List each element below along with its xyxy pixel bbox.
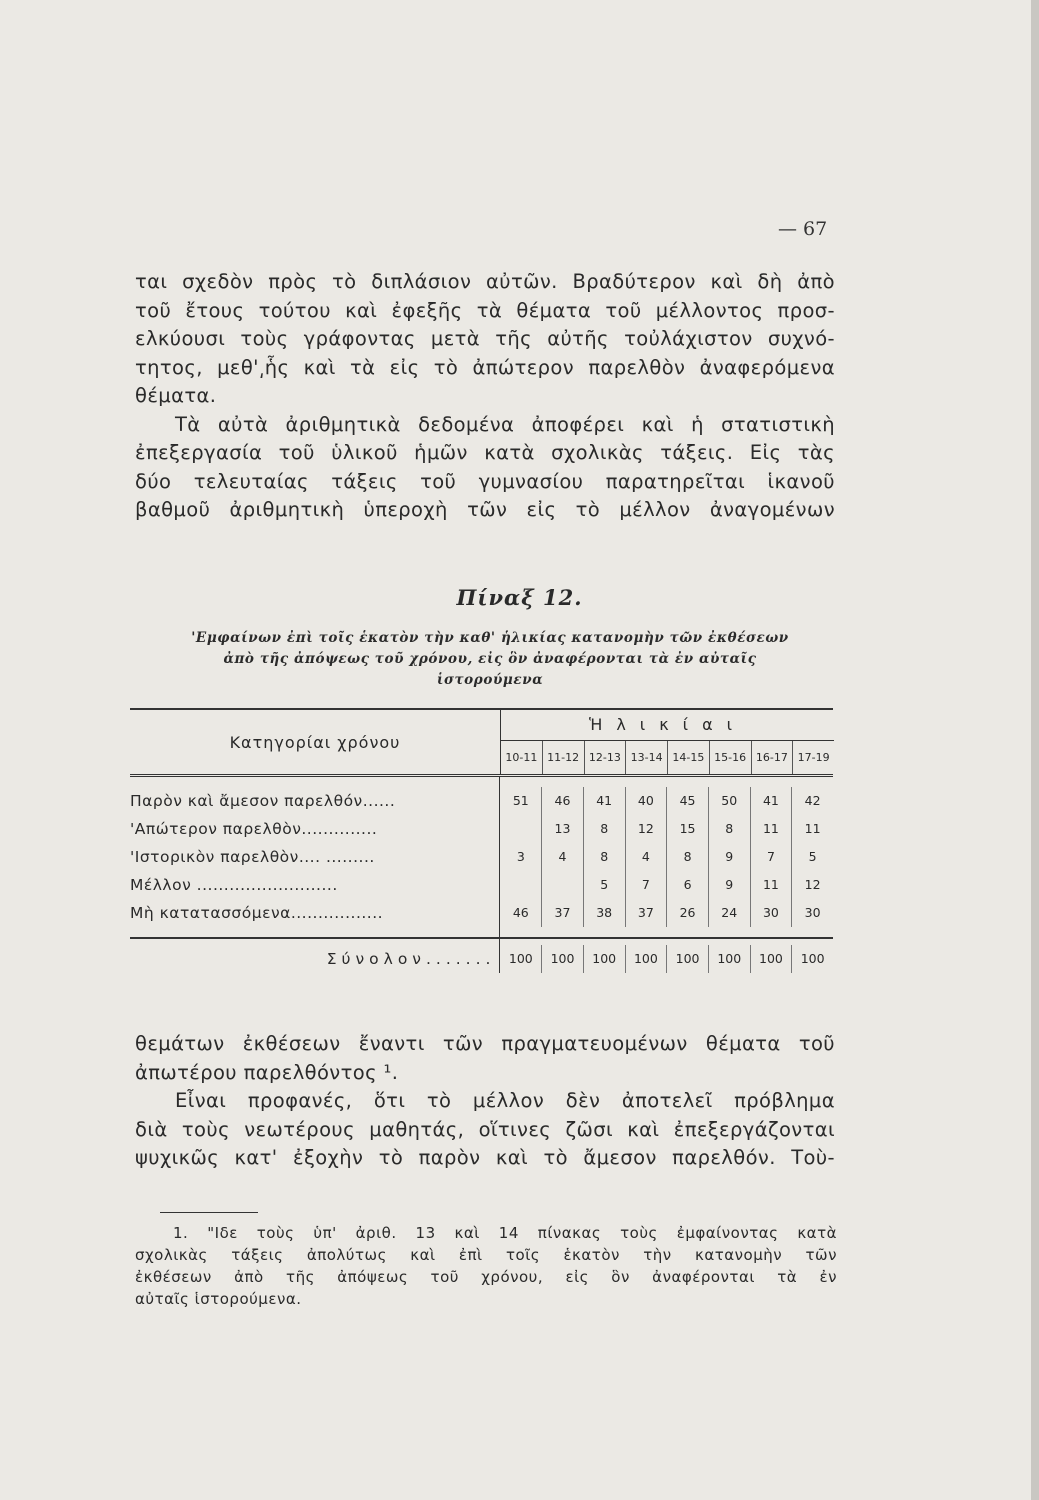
table-cell: 38: [583, 899, 625, 927]
footnote-line: 1. "Ιδε τοὺς ὑπ' ἀριθ. 13 καὶ 14 πίνακας τοὺς ἐμφαίνοντας κατὰ: [173, 1224, 837, 1242]
text-line: διὰ τοὺς νεωτέρους μαθητάς, οἵτινες ζῶσι καὶ ἐπεξεργάζονται: [135, 1117, 835, 1141]
table-cell: 12: [625, 815, 667, 843]
text-line: ἐπεξεργασία τοῦ ὑλικοῦ ἡμῶν κατὰ σχολικὰς τάξεις. Εἰς τὰς: [135, 441, 835, 464]
text-line: ψυχικῶς κατ' ἐξοχὴν τὸ παρὸν καὶ τὸ ἄμεσον παρελθόν. Τοὺ-: [135, 1146, 835, 1169]
table-cell: 8: [708, 815, 750, 843]
age-group-header: 17-19: [792, 741, 834, 774]
age-group-header: 11-12: [542, 741, 584, 774]
paragraph-2: [135, 411, 835, 525]
page-number: — 67: [778, 218, 828, 240]
row-label: 'Απώτερον παρελθὸν..............: [130, 820, 378, 838]
row-values: [499, 843, 833, 871]
text-line: δύο τελευταίας τάξεις τοῦ γυμνασίου παρατηρεῖται ἱκανοῦ: [135, 469, 835, 493]
table-row: [130, 843, 833, 871]
table-cell: 4: [541, 843, 583, 871]
table-cell: 37: [541, 899, 583, 927]
table-total: [130, 939, 833, 973]
table-cell: [541, 871, 583, 899]
caption-line: ἀπὸ τῆς ἀπόψεως τοῦ χρόνου, εἰς ὃν ἀναφέρονται τὰ ἐν αὐταῖς: [223, 651, 757, 667]
table-cell: 30: [750, 899, 792, 927]
table-cell: 4: [625, 843, 667, 871]
table-cell: 3: [516, 849, 525, 864]
table-cell: 8: [666, 843, 708, 871]
table-cell: 46: [512, 905, 529, 920]
row-values: [499, 899, 833, 927]
caption-line: 'Εμφαίνων ἐπὶ τοῖς ἑκατὸν τὴν καθ' ἡλικίας κατανομὴν τῶν ἐκθέσεων: [191, 630, 789, 646]
age-header-block: [500, 710, 834, 774]
table-header: [130, 710, 833, 774]
age-group-header: 15-16: [709, 741, 751, 774]
text-line: θεμάτων ἐκθέσεων ἔναντι τῶν πραγματευομένων θέματα τοῦ: [135, 1032, 835, 1055]
table-body-pad: [130, 777, 833, 787]
age-group-header: 13-14: [625, 741, 667, 774]
footnote: [135, 1222, 837, 1310]
age-group-header: 14-15: [667, 741, 709, 774]
row-label: Παρὸν καὶ ἄμεσον παρελθόν......: [130, 792, 396, 810]
footnote-line: σχολικὰς τάξεις ἀπολύτως καὶ ἐπὶ τοῖς ἑκατὸν τὴν κατανομὴν τῶν: [135, 1246, 837, 1264]
table-cell: 5: [791, 843, 833, 871]
page-edge: [1031, 0, 1039, 1500]
total-cell: 100: [625, 945, 667, 973]
table-cell: 9: [708, 871, 750, 899]
row-values: [499, 787, 833, 815]
table-cell: 40: [625, 787, 667, 815]
age-groups: [501, 741, 834, 774]
text-line: ελκύουσι τοὺς γράφοντας μετὰ τῆς αὐτῆς τοὐλάχιστον συχνό-: [135, 327, 835, 350]
table-cell: 51: [512, 793, 529, 808]
footnote-line: ἐκθέσεων ἀπὸ τῆς ἀπόψεως τοῦ χρόνου, εἰς ὃν ἀναφέρονται τὰ ἐν: [135, 1268, 837, 1286]
table-cell: 41: [583, 787, 625, 815]
table-cell: 8: [583, 815, 625, 843]
text-line: βαθμοῦ ἀριθμητικὴ ὑπεροχὴ τῶν εἰς τὸ μέλλον ἀναγομένων: [135, 498, 835, 521]
table-cell: [500, 871, 541, 899]
bottom-text: [135, 1030, 835, 1173]
table-cell: 7: [625, 871, 667, 899]
table-body-pad: [130, 927, 833, 937]
row-label: 'Ιστορικὸν παρελθὸν.... .........: [130, 848, 375, 866]
text-line: ἀπωτέρου παρελθόντος ¹.: [135, 1060, 399, 1084]
total-cell: 100: [583, 945, 625, 973]
table-cell: 11: [791, 815, 833, 843]
table-cell: 9: [708, 843, 750, 871]
table-cell: 8: [583, 843, 625, 871]
table-cell: 45: [666, 787, 708, 815]
table-cell: 5: [583, 871, 625, 899]
age-header: Ἡλικίαι: [501, 710, 834, 741]
table-cell: 41: [750, 787, 792, 815]
total-cell: 100: [541, 945, 583, 973]
table-cell: 50: [708, 787, 750, 815]
table-cell: [500, 815, 541, 843]
total-cell: 100: [666, 945, 708, 973]
table-cell: 6: [666, 871, 708, 899]
table-row: [130, 787, 833, 815]
data-table: [130, 708, 833, 973]
total-values: [499, 945, 833, 973]
table-row: [130, 899, 833, 927]
row-label: Μέλλον ..........................: [130, 876, 338, 894]
total-cell: 100: [750, 945, 792, 973]
table-cell: 26: [666, 899, 708, 927]
table-row: [130, 871, 833, 899]
table-cell: 46: [541, 787, 583, 815]
caption-line: ἱστορούμενα: [436, 672, 544, 688]
paragraph-1: [135, 268, 835, 411]
table-cell: 11: [750, 815, 792, 843]
text-line: Εἶναι προφανές, ὅτι τὸ μέλλον δὲν ἀποτελεῖ πρόβλημα: [175, 1089, 835, 1112]
table-cell: 30: [791, 899, 833, 927]
table-caption: [130, 628, 850, 691]
category-header: Κατηγορίαι χρόνου: [229, 732, 401, 752]
text-line: Τὰ αὐτὰ ἀριθμητικὰ δεδομένα ἀποφέρει καὶ ἡ στατιστικὴ: [175, 412, 835, 436]
table-row: [130, 815, 833, 843]
row-values: [499, 871, 833, 899]
table-cell: 24: [708, 899, 750, 927]
row-label: Μὴ κατατασσόμενα.................: [130, 904, 384, 922]
table-body: [130, 777, 833, 937]
total-cell: 100: [791, 945, 833, 973]
row-values: [499, 815, 833, 843]
table-title: Πίναξ 12.: [456, 585, 583, 610]
age-group-header: 16-17: [751, 741, 793, 774]
table-cell: 42: [791, 787, 833, 815]
total-cell: 100: [508, 951, 533, 966]
table-cell: 12: [791, 871, 833, 899]
table-cell: 37: [625, 899, 667, 927]
total-label: Σύνολον.......: [326, 950, 496, 968]
footnote-rule: [160, 1212, 258, 1213]
text-line: ται σχεδὸν πρὸς τὸ διπλάσιον αὐτῶν. Βραδύτερον καὶ δὴ ἀπὸ: [135, 270, 835, 293]
top-text: [135, 268, 835, 525]
paragraph-3: [135, 1030, 835, 1087]
table-cell: 13: [541, 815, 583, 843]
text-line: τοῦ ἔτους τούτου καὶ ἐφεξῆς τὰ θέματα τοῦ μέλλοντος προσ-: [135, 298, 835, 322]
paragraph-4: [135, 1087, 835, 1173]
age-group-header: 12-13: [584, 741, 626, 774]
table-cell: 11: [750, 871, 792, 899]
total-cell: 100: [708, 945, 750, 973]
age-group-header: 10-11: [505, 751, 538, 764]
text-line: τητος, μεθ'͵ἧς καὶ τὰ εἰς τὸ ἀπώτερον παρελθὸν ἀναφερόμενα: [135, 355, 835, 379]
table-cell: 7: [750, 843, 792, 871]
text-line: θέματα.: [135, 384, 217, 407]
total-row: [130, 945, 833, 973]
footnote-line: αὐταῖς ἱστορούμενα.: [135, 1290, 302, 1308]
table-cell: 15: [666, 815, 708, 843]
